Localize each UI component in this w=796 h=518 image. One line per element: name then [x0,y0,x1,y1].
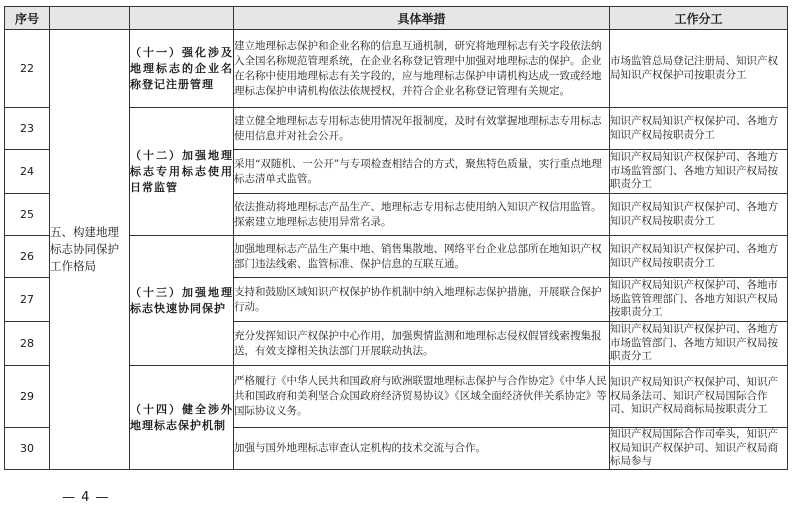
measure-text: 建立地理标志保护和企业名称的信息互通机制，研究将地理标志有关字段依法纳入全国名称规范管理系统，在企业名称登记管理中加强对地理标志的保护。企业在名称中使用地理标志有关字段的，应与地理标志保护申请机构达成一致或经地理标志保护申请机构依法依规授权，并符合企业名称登记管理有关规定。 [234,30,610,108]
assignment-text: 知识产权局知识产权保护司、各地市场监管管理部门、各地方知识产权局按职责分工 [610,278,788,322]
assignment-text: 市场监管总局登记注册局、知识产权局知识产权保护司按职责分工 [610,30,788,108]
row-number: 25 [5,194,50,236]
row-number: 24 [5,150,50,194]
table-row [5,30,788,108]
measure-text: 充分发挥知识产权保护中心作用，加强舆情监测和地理标志侵权假冒线索搜集报送，有效支撑相关执法部门开展联动执法。 [234,322,610,366]
assignment-text: 知识产权局知识产权保护司、各地方市场监管部门、各地方知识产权局按职责分工 [610,150,788,194]
measure-text: 采用“双随机、一公开”与专项检查相结合的方式，聚焦特色质量，实行重点地理标志清单式监管。 [234,150,610,194]
assignment-text: 知识产权局国际合作司牵头，知识产权局知识产权保护司、知识产权局商标局参与 [610,428,788,470]
measure-text: 加强与国外地理标志审查认定机构的技术交流与合作。 [234,428,610,470]
assignment-text: 知识产权局知识产权保护司、各地方知识产权局按职责分工 [610,194,788,236]
header-blank-2 [130,7,234,30]
header-assign: 工作分工 [610,7,788,30]
row-number: 22 [5,30,50,108]
row-number: 28 [5,322,50,366]
header-num: 序号 [5,7,50,30]
subcategory-12: （十二）加强地理标志专用标志使用日常监管 [130,108,234,236]
table-header-row [5,7,788,30]
page-number: — 4 — [62,490,110,505]
header-blank [50,7,130,30]
header-measures: 具体举措 [234,7,610,30]
subcategory-11: （十一）强化涉及地理标志的企业名称登记注册管理 [130,30,234,108]
measures-table [4,6,788,470]
assignment-text: 知识产权局知识产权保护司、各地方知识产权局按职责分工 [610,236,788,278]
measure-text: 支持和鼓励区域知识产权保护协作机制中纳入地理标志保护措施，开展联合保护行动。 [234,278,610,322]
row-number: 29 [5,366,50,428]
measure-text: 建立健全地理标志专用标志使用情况年报制度，及时有效掌握地理标志专用标志使用信息并对社会公开。 [234,108,610,150]
section-label: 五、构建地理标志协同保护工作格局 [50,30,130,470]
subcategory-14: （十四）健全涉外地理标志保护机制 [130,366,234,470]
assignment-text: 知识产权局知识产权保护司、各地方市场监管部门、各地方知识产权局按职责分工 [610,322,788,366]
assignment-text: 知识产权局知识产权保护司、知识产权局条法司、知识产权局国际合作司、知识产权局商标局按职责分工 [610,366,788,428]
row-number: 26 [5,236,50,278]
row-number: 30 [5,428,50,470]
measure-text: 依法推动将地理标志产品生产、地理标志专用标志使用纳入知识产权信用监管。探索建立地理标志使用异常名录。 [234,194,610,236]
subcategory-13: （十三）加强地理标志快速协同保护 [130,236,234,366]
measure-text: 严格履行《中华人民共和国政府与欧洲联盟地理标志保护与合作协定》《中华人民共和国政府和美利坚合众国政府经济贸易协议》《区域全面经济伙伴关系协定》等国际协议义务。 [234,366,610,428]
row-number: 23 [5,108,50,150]
row-number: 27 [5,278,50,322]
assignment-text: 知识产权局知识产权保护司、各地方知识产权局按职责分工 [610,108,788,150]
measure-text: 加强地理标志产品生产集中地、销售集散地、网络平台企业总部所在地知识产权部门违法线索、监管标准、保护信息的互联互通。 [234,236,610,278]
